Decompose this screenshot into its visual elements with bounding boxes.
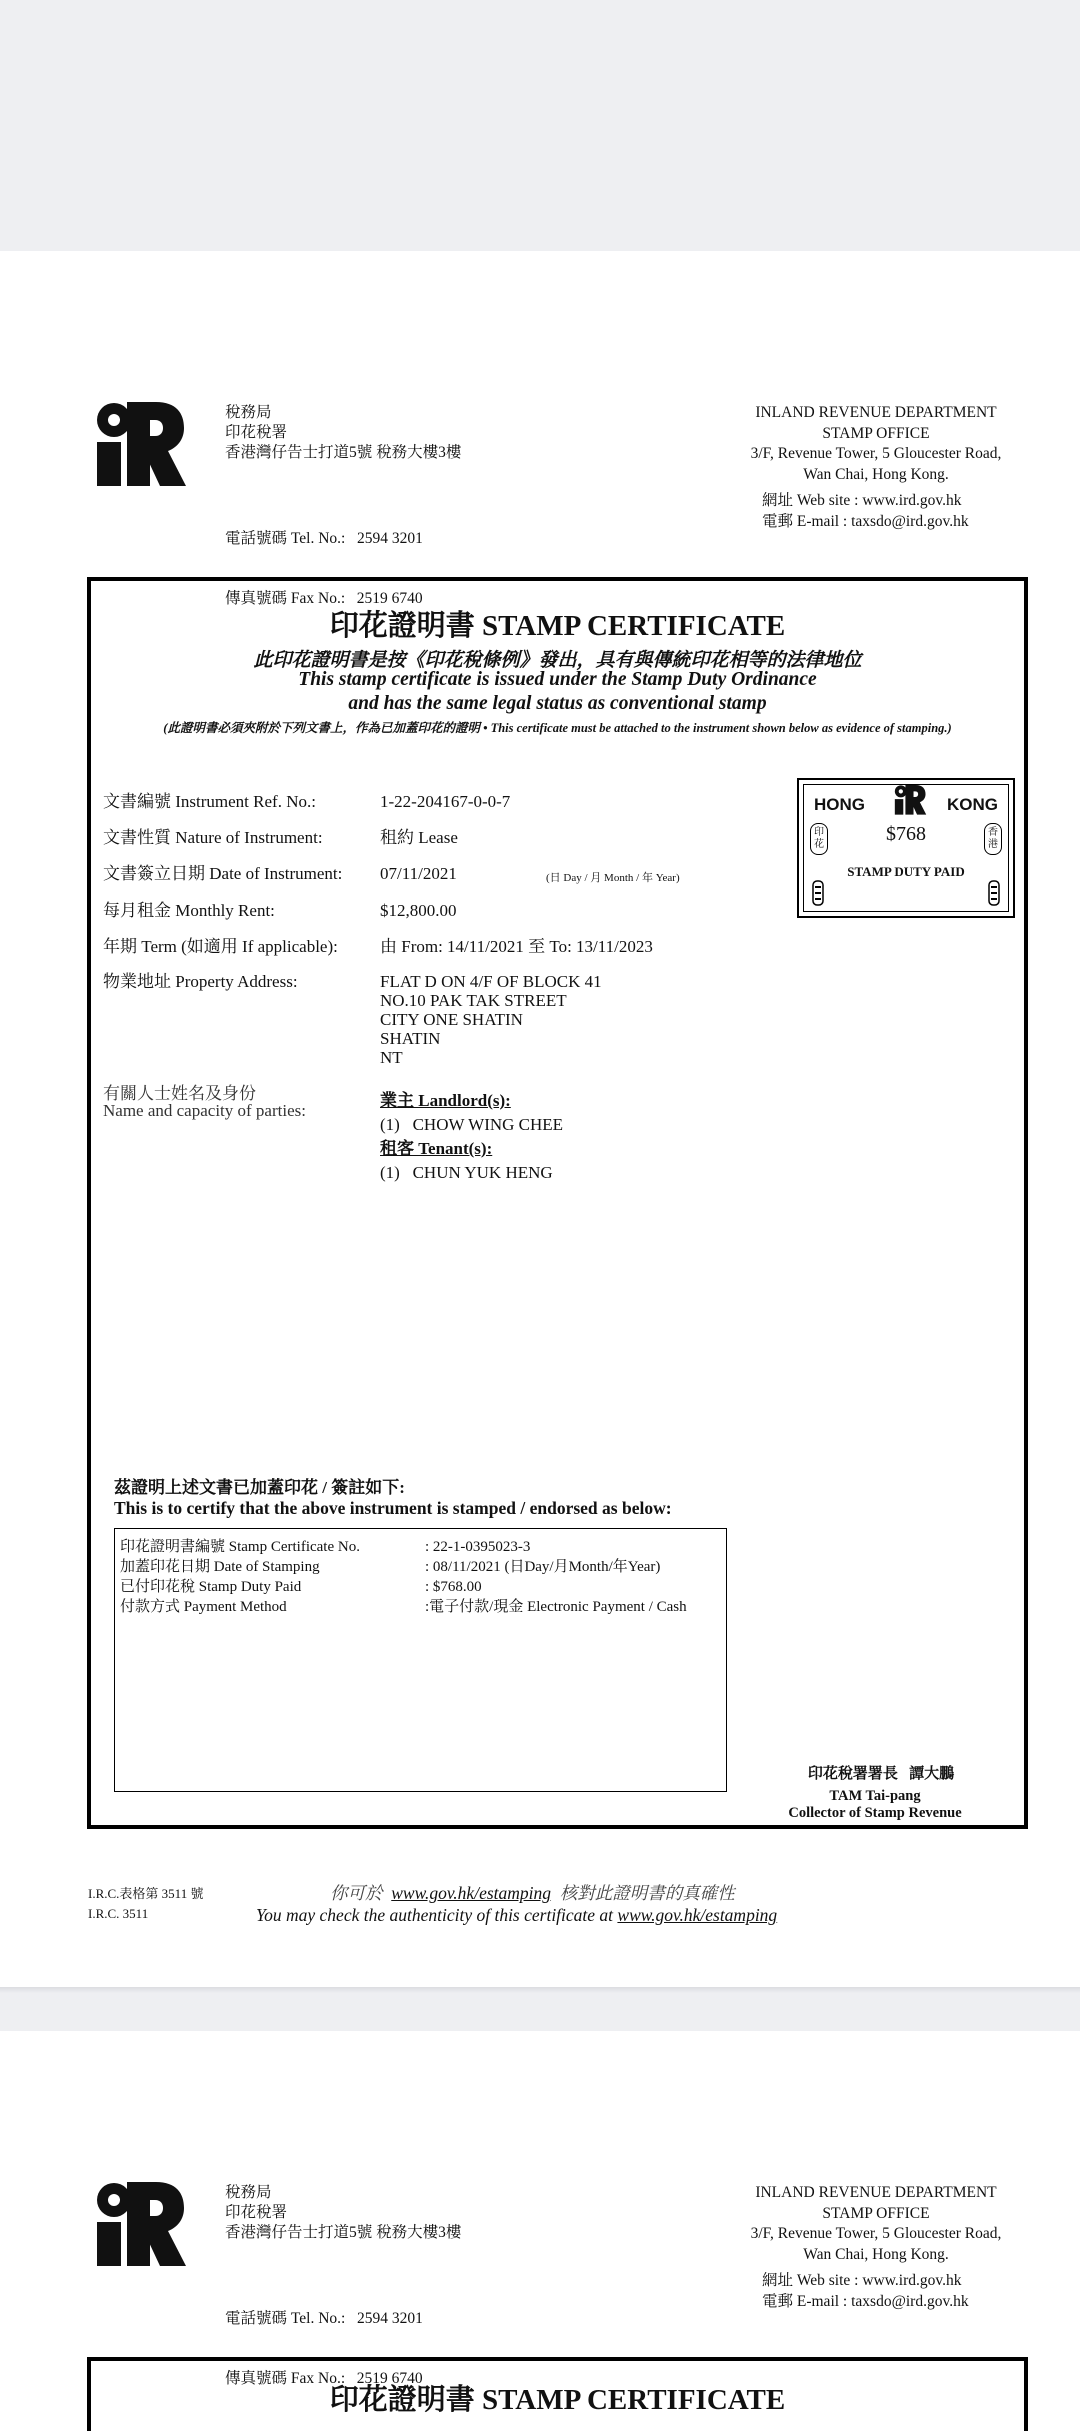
certify-statement-en: This is to certify that the above instrument is stamped / endorsed as below: (114, 1498, 672, 1518)
stamping-details-box (114, 1528, 727, 1792)
email: 電郵 E-mail : taxsdo@ird.gov.hk (762, 512, 969, 530)
address-en-line1: 3/F, Revenue Tower, 5 Gloucester Road, (750, 445, 1002, 462)
address-line: NT (380, 1048, 403, 1067)
header-web-contact (762, 491, 969, 532)
subtitle-en-2: and has the same legal status as conventional stamp (348, 693, 767, 714)
stamp-side-left: 印花 (810, 823, 828, 855)
address-cn: 香港灣仔告士打道5號 稅務大樓3樓 (225, 2224, 462, 2241)
form-number-cn: I.R.C.表格第 3511 號 (88, 1886, 204, 1901)
address-label: 物業地址 Property Address: (103, 972, 298, 991)
authenticity-note-en (256, 1905, 777, 1926)
address-cn: 香港灣仔告士打道5號 稅務大樓3樓 (225, 444, 462, 461)
certificate-page-2 (0, 2031, 1080, 2431)
address-line: FLAT D ON 4/F OF BLOCK 41 (380, 972, 602, 991)
estamping-link-cn[interactable]: www.gov.hk/estamping (391, 1883, 552, 1903)
parties-label-en: Name and capacity of parties: (103, 1101, 306, 1120)
fax-number: 傳真號碼 Fax No.: 2519 6740 (225, 590, 423, 607)
ird-logo-icon (94, 2182, 186, 2267)
subtitle-cn: 此印花證明書是按《印花稅條例》發出，具有與傳統印花相等的法律地位 (253, 650, 862, 671)
office-name-en: STAMP OFFICE (822, 424, 930, 442)
address-line: SHATIN (380, 1029, 441, 1048)
dept-name-en: INLAND REVENUE DEPARTMENT (755, 404, 997, 421)
authenticity-note-cn (330, 1880, 735, 1905)
header-web-contact (762, 2271, 969, 2312)
fax-number: 傳真號碼 Fax No.: 2519 6740 (225, 2370, 423, 2387)
address-en-line1: 3/F, Revenue Tower, 5 Gloucester Road, (750, 2225, 1002, 2242)
parties-label-cn: 有關人士姓名及身份 (103, 1084, 256, 1103)
stamp-paid-label: STAMP DUTY PAID (847, 864, 965, 879)
address-line: CITY ONE SHATIN (380, 1010, 523, 1029)
address-line: NO.10 PAK TAK STREET (380, 991, 567, 1010)
header-dept-cn (225, 2183, 461, 2243)
duty-paid-label: 已付印花稅 Stamp Duty Paid (120, 1579, 302, 1595)
certify-statement-cn: 茲證明上述文書已加蓋印花 / 簽註如下: (114, 1478, 405, 1497)
signatory-title-en: Collector of Stamp Revenue (788, 1805, 962, 1821)
stamp-ornament-icon (811, 879, 825, 907)
stamp-kong: KONG (947, 795, 998, 814)
stamp-logo-icon (892, 785, 928, 815)
date-label: 文書簽立日期 Date of Instrument: (103, 864, 343, 883)
check-en-pre: You may check the authenticity of this certificate at (256, 1905, 614, 1925)
rent-value: $12,800.00 (380, 901, 457, 920)
header-dept-cn (225, 403, 461, 463)
certificate-box (87, 2357, 1028, 2431)
dept-name-cn: 稅務局 (225, 404, 272, 421)
date-format-hint: (日 Day / 月 Month / 年 Year) (546, 872, 680, 884)
signatory-title-cn: 印花稅署署長 譚大鵬 (807, 1766, 955, 1782)
nature-value: 租約 Lease (380, 828, 458, 847)
cert-no-label: 印花證明書編號 Stamp Certificate No. (120, 1539, 360, 1555)
cert-no-value: : 22-1-0395023-3 (425, 1539, 531, 1555)
form-number (88, 1884, 203, 1924)
email: 電郵 E-mail : taxsdo@ird.gov.hk (762, 2292, 969, 2310)
address-en-line2: Wan Chai, Hong Kong. (803, 2245, 949, 2263)
rent-label: 每月租金 Monthly Rent: (103, 901, 275, 920)
website: 網址 Web site : www.ird.gov.hk (762, 2272, 962, 2289)
address-en-line2: Wan Chai, Hong Kong. (803, 465, 949, 483)
term-label: 年期 Term (如適用 If applicable): (103, 937, 338, 956)
tenant-name: (1) CHUN YUK HENG (380, 1163, 553, 1182)
subtitle-en-1: This stamp certificate is issued under the Stamp Duty Ordinance (298, 669, 817, 690)
stamp-amount: $768 (886, 823, 926, 845)
stamping-date-label: 加蓋印花日期 Date of Stamping (120, 1559, 320, 1575)
signatory-name: TAM Tai-pang (829, 1788, 921, 1804)
stamping-date-value: : 08/11/2021 (日Day/月Month/年Year) (425, 1559, 661, 1575)
payment-method-label: 付款方式 Payment Method (120, 1599, 287, 1615)
ref-label: 文書編號 Instrument Ref. No.: (103, 792, 316, 811)
payment-method-value: :電子付款/現金 Electronic Payment / Cash (425, 1599, 687, 1615)
check-cn-post: 核對此證明書的真確性 (559, 1883, 735, 1903)
office-name-cn: 印花稅署 (225, 2204, 288, 2221)
estamping-link-en[interactable]: www.gov.hk/estamping (617, 1905, 778, 1925)
ird-logo-icon (94, 402, 186, 487)
parties-list (380, 1089, 563, 1185)
header-dept-en (726, 2183, 1026, 2265)
ref-value: 1-22-204167-0-0-7 (380, 792, 511, 811)
website: 網址 Web site : www.ird.gov.hk (762, 492, 962, 509)
date-value: 07/11/2021 (380, 864, 457, 883)
form-number-en: I.R.C. 3511 (88, 1906, 149, 1921)
term-value: 由 From: 14/11/2021 至 To: 13/11/2023 (380, 937, 653, 956)
parties-label (103, 1084, 306, 1121)
stamp-duty-paid-stamp (797, 778, 1015, 918)
stamp-side-right: 香港 (984, 823, 1002, 855)
attachment-note: (此證明書必須夾附於下列文書上，作為已加蓋印花的證明 • This certificate must be attached to the instrument shown below as evidence of stamping.) (163, 721, 952, 735)
property-address (380, 972, 602, 1067)
stamp-hong: HONG (814, 795, 865, 814)
tenant-heading: 租客 Tenant(s): (380, 1139, 493, 1158)
certificate-title: 印花證明書 STAMP CERTIFICATE (329, 2384, 786, 2416)
office-name-cn: 印花稅署 (225, 424, 288, 441)
stamp-ornament-icon (987, 879, 1001, 907)
tel-number: 電話號碼 Tel. No.: 2594 3201 (225, 2310, 423, 2327)
tel-number: 電話號碼 Tel. No.: 2594 3201 (225, 530, 423, 547)
page-separator (0, 1987, 1080, 1993)
nature-label: 文書性質 Nature of Instrument: (103, 828, 323, 847)
duty-paid-value: : $768.00 (425, 1579, 482, 1595)
certificate-box (87, 577, 1028, 1829)
dept-name-cn: 稅務局 (225, 2184, 272, 2201)
landlord-name: (1) CHOW WING CHEE (380, 1115, 564, 1134)
dept-name-en: INLAND REVENUE DEPARTMENT (755, 2184, 997, 2201)
header-dept-en (726, 403, 1026, 485)
check-cn-pre: 你可於 (330, 1883, 383, 1903)
certificate-title: 印花證明書 STAMP CERTIFICATE (329, 610, 786, 642)
office-name-en: STAMP OFFICE (822, 2204, 930, 2222)
certificate-page-1 (0, 251, 1080, 1987)
landlord-heading: 業主 Landlord(s): (380, 1091, 511, 1110)
